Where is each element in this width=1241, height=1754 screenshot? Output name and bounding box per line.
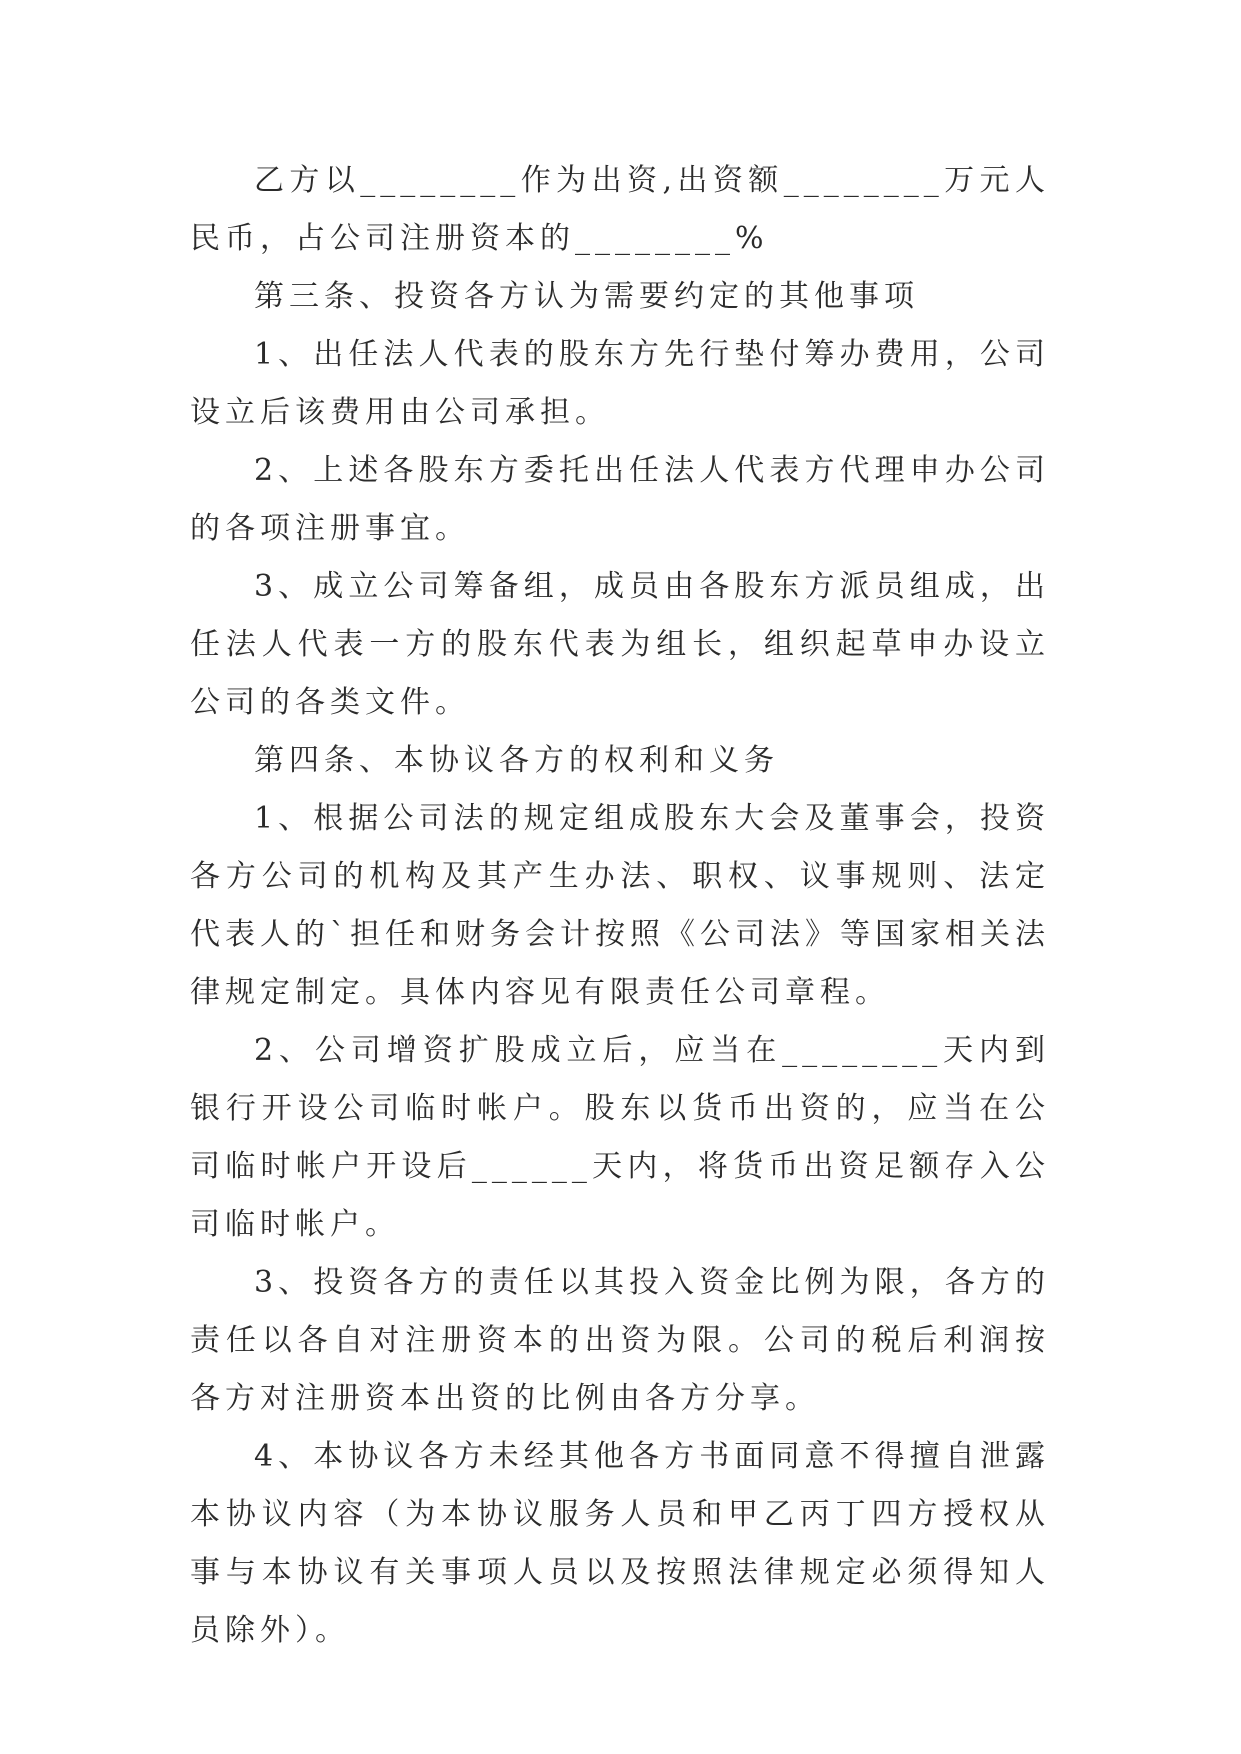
paragraph-capital-contribution: 乙方以________作为出资,出资额________万元人民币，占公司注册资本的________% — [190, 163, 1050, 256]
article-four-heading: 第四条、本协议各方的权利和义务 — [254, 743, 779, 778]
article-four-item-1: 1、根据公司法的规定组成股东大会及董事会，投资各方公司的机构及其产生办法、职权、议事规则、法定代表人的`担任和财务会计按照《公司法》等国家相关法律规定制定。具体内容见有限责任公司章程。 — [190, 801, 1050, 1010]
article-three-item-3: 3、成立公司筹备组，成员由各股东方派员组成，出任法人代表一方的股东代表为组长，组织起草申办设立公司的各类文件。 — [190, 569, 1050, 720]
article-four-item-4: 4、本协议各方未经其他各方书面同意不得擅自泄露本协议内容（为本协议服务人员和甲乙丙丁四方授权从事与本协议有关事项人员以及按照法律规定必须得知人员除外）。 — [190, 1439, 1050, 1648]
article-four-item-2: 2、公司增资扩股成立后，应当在________天内到银行开设公司临时帐户。股东以货币出资的，应当在公司临时帐户开设后______天内，将货币出资足额存入公司临时帐户。 — [190, 1033, 1050, 1242]
article-three-item-1: 1、出任法人代表的股东方先行垫付筹办费用，公司设立后该费用由公司承担。 — [190, 337, 1050, 430]
document-body — [190, 152, 1050, 1660]
article-four-item-3: 3、投资各方的责任以其投入资金比例为限，各方的责任以各自对注册资本的出资为限。公司的税后利润按各方对注册资本出资的比例由各方分享。 — [190, 1265, 1050, 1416]
article-three-heading: 第三条、投资各方认为需要约定的其他事项 — [254, 279, 919, 314]
article-three-item-2: 2、上述各股东方委托出任法人代表方代理申办公司的各项注册事宜。 — [190, 453, 1050, 546]
